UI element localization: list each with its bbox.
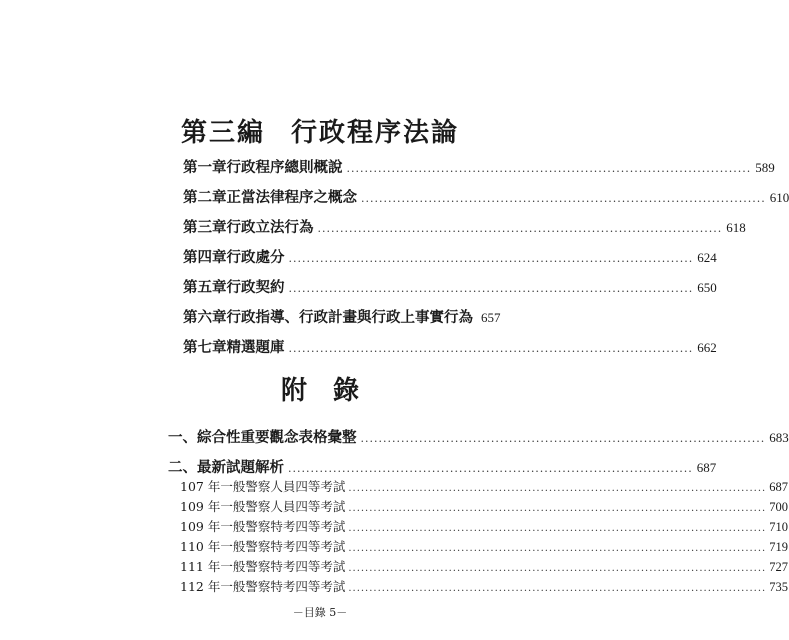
page-number: 700 <box>769 500 788 514</box>
leader-dots: .......................................................................................... <box>288 342 694 355</box>
page-number: 662 <box>697 340 717 355</box>
chapter-label: 第三章 <box>183 219 227 236</box>
page-number: 710 <box>769 520 788 534</box>
toc-exam-2[interactable] <box>180 497 788 515</box>
leader-dots: .................................................................................................... <box>348 543 767 554</box>
part-number: 第三編 <box>180 118 265 148</box>
page-number: 657 <box>481 310 501 325</box>
toc-chapter-5[interactable] <box>173 276 717 297</box>
exam-title: 111 年一般警察特考四等考試 <box>180 559 346 574</box>
page-number: 735 <box>769 580 788 594</box>
leader-dots: .......................................................................................... <box>288 282 694 295</box>
page-footer: －目錄 5－ <box>292 606 348 619</box>
toc-exam-4[interactable] <box>180 537 788 555</box>
exam-title: 109 年一般警察特考四等考試 <box>180 519 346 534</box>
chapter-title: 行政處分 <box>226 249 285 266</box>
chapter-label: 第四章 <box>183 249 227 266</box>
appendix-item-title: 一、綜合性重要觀念表格彙整 <box>168 429 357 446</box>
leader-dots: .......................................................................................... <box>288 252 694 265</box>
page-number: 589 <box>755 160 775 175</box>
toc-chapter-7[interactable] <box>173 336 717 357</box>
page-number: 727 <box>769 560 788 574</box>
leader-dots: .................................................................................................... <box>348 523 767 534</box>
page-number: 650 <box>697 280 717 295</box>
chapter-label: 第七章 <box>183 339 227 356</box>
toc-exam-1[interactable] <box>180 477 788 495</box>
exam-title: 110 年一般警察特考四等考試 <box>180 539 346 554</box>
toc-exam-3[interactable] <box>180 517 788 535</box>
toc-chapter-4[interactable] <box>173 246 717 267</box>
chapter-title: 正當法律程序之概念 <box>226 189 357 206</box>
chapter-label: 第二章 <box>183 189 227 206</box>
exam-title: 109 年一般警察人員四等考試 <box>180 499 346 514</box>
chapter-title: 行政契約 <box>226 279 285 296</box>
toc-chapter-3[interactable] <box>173 216 746 237</box>
chapter-label: 第五章 <box>183 279 227 296</box>
page-number: 618 <box>726 220 746 235</box>
leader-dots: .......................................................................................... <box>288 462 693 475</box>
appendix-title <box>0 370 640 407</box>
leader-dots: .................................................................................................... <box>348 563 767 574</box>
appendix-title-char: 附 <box>280 376 307 406</box>
chapter-title: 行政立法行為 <box>226 219 314 236</box>
appendix-title-char: 錄 <box>333 376 360 406</box>
page-number: 687 <box>696 460 717 475</box>
chapter-title: 行政指導、行政計畫與行政上事實行為 <box>226 309 473 326</box>
leader-dots: .......................................................................................... <box>360 432 766 445</box>
leader-dots: .......................................................................................... <box>317 222 723 235</box>
leader-dots: .................................................................................................... <box>348 503 767 514</box>
exam-title: 107 年一般警察人員四等考試 <box>180 479 346 494</box>
chapter-label: 第一章 <box>183 159 227 176</box>
toc-chapter-2[interactable] <box>173 186 789 207</box>
page-number: 624 <box>697 250 717 265</box>
leader-dots: .......................................................................................... <box>361 192 766 205</box>
page-number: 687 <box>769 480 788 494</box>
toc-exam-6[interactable] <box>180 577 788 595</box>
toc-appendix-item-2[interactable] <box>158 456 717 477</box>
chapter-title: 行政程序總則概說 <box>226 159 343 176</box>
toc-exam-5[interactable] <box>180 557 788 575</box>
leader-dots: .................................................................................................... <box>348 583 767 594</box>
page-number: 610 <box>769 190 789 205</box>
leader-dots: .......................................................................................... <box>346 162 752 175</box>
appendix-item-title: 二、最新試題解析 <box>168 459 284 476</box>
part-name: 行政程序法論 <box>291 118 460 148</box>
page-number: 683 <box>769 430 789 445</box>
chapter-title: 精選題庫 <box>226 339 285 356</box>
exam-title: 112 年一般警察特考四等考試 <box>180 579 346 594</box>
chapter-label: 第六章 <box>183 309 227 326</box>
leader-dots: .................................................................................................... <box>348 483 767 494</box>
page-number: 719 <box>769 540 788 554</box>
toc-appendix-item-1[interactable] <box>158 426 789 447</box>
toc-chapter-1[interactable] <box>173 156 775 177</box>
toc-chapter-6[interactable] <box>173 306 501 327</box>
part-title <box>0 112 640 149</box>
